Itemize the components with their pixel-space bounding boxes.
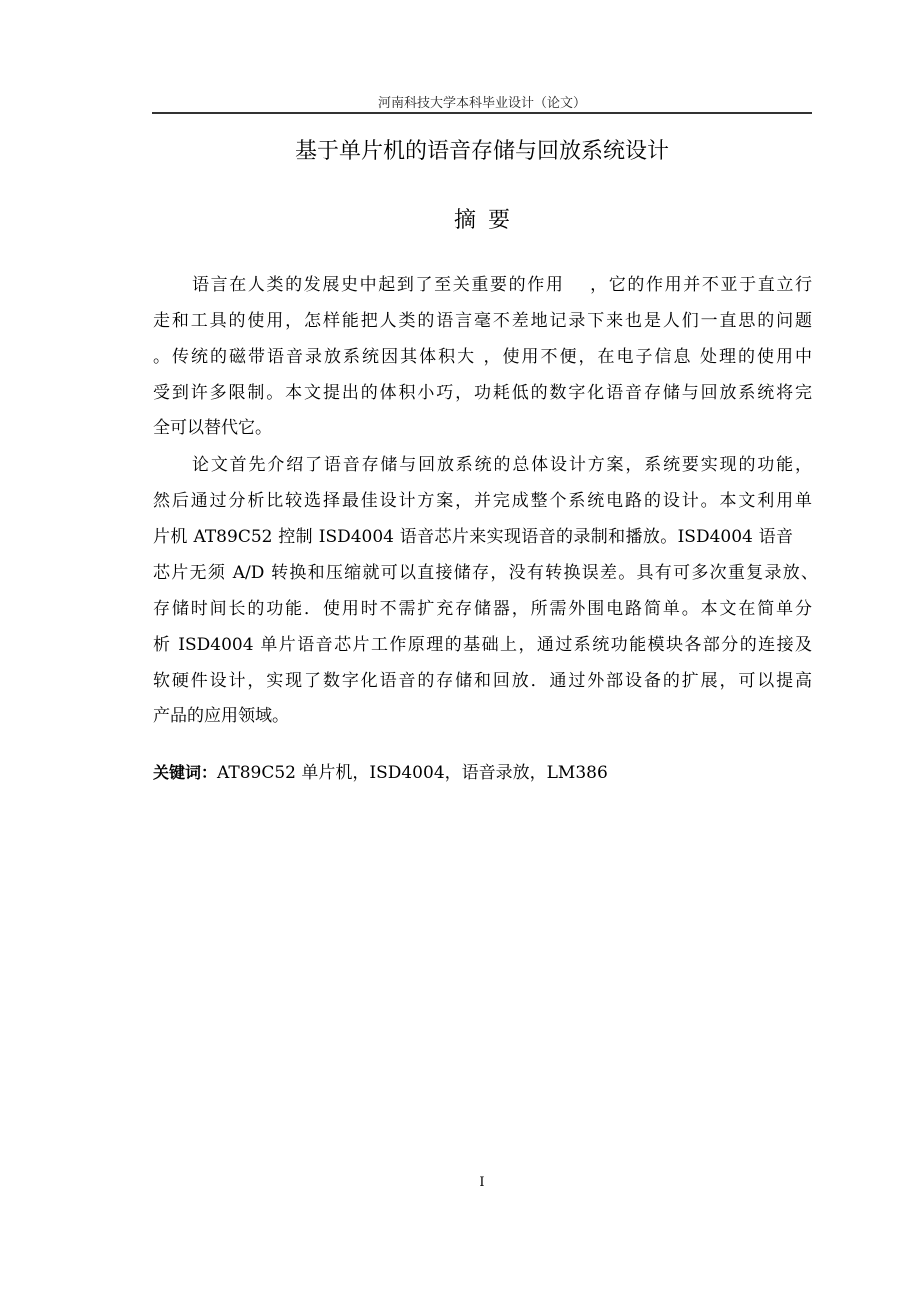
keywords — [153, 761, 608, 785]
paragraph-1-line: 全可以替代它。 — [153, 418, 272, 438]
paragraph-2-line: 产品的应用领域。 — [153, 706, 289, 726]
running-header: 河南科技大学本科毕业设计（论文） — [377, 96, 586, 111]
paragraph-2-line: 片机 AT89C52 控制 ISD4004 语音芯片来实现语音的录制和播放。ISD4004 语音 — [153, 527, 793, 547]
paragraph-1-line: 走和工具的使用，怎样能把人类的语言毫不差地记录下来也是人们一直思的问题 — [153, 311, 812, 331]
paragraph-2-line: 析 ISD4004 单片语音芯片工作原理的基础上，通过系统功能模块各部分的连接及 — [153, 635, 812, 655]
paragraph-1-line: 。传统的磁带语音录放系统因其体积大 ，使用不便，在电子信息 处理的使用中 — [153, 347, 812, 367]
paragraph-1-line: 语言在人类的发展史中起到了至关重要的作用 ，它的作用并不亚于直立行 — [192, 275, 812, 295]
paragraph-1-line: 受到许多限制。本文提出的体积小巧，功耗低的数字化语音存储与回放系统将完 — [153, 383, 812, 403]
abstract-heading-char: 摘 — [453, 208, 476, 233]
paragraph-2-line: 论文首先介绍了语音存储与回放系统的总体设计方案，系统要实现的功能， — [192, 455, 812, 475]
paragraph-2-line: 存储时间长的功能．使用时不需扩充存储器，所需外围电路简单。本文在简单分 — [153, 599, 812, 619]
page-number: I — [479, 1175, 485, 1190]
paragraph-2-line: 然后通过分析比较选择最佳设计方案，并完成整个系统电路的设计。本文利用单 — [153, 491, 812, 511]
thesis-title: 基于单片机的语音存储与回放系统设计 — [294, 139, 669, 164]
keywords-value: AT89C52 单片机，ISD4004，语音录放，LM386 — [217, 763, 608, 783]
header-rule — [152, 112, 812, 114]
abstract-heading — [152, 203, 812, 234]
paragraph-2-line: 软硬件设计，实现了数字化语音的存储和回放．通过外部设备的扩展，可以提高 — [153, 671, 812, 691]
paragraph-2-line: 芯片无须 A/D 转换和压缩就可以直接储存，没有转换误差。具有可多次重复录放、 — [153, 563, 818, 583]
abstract-heading-char: 要 — [488, 208, 511, 233]
keywords-label: 关键词： — [153, 763, 218, 782]
